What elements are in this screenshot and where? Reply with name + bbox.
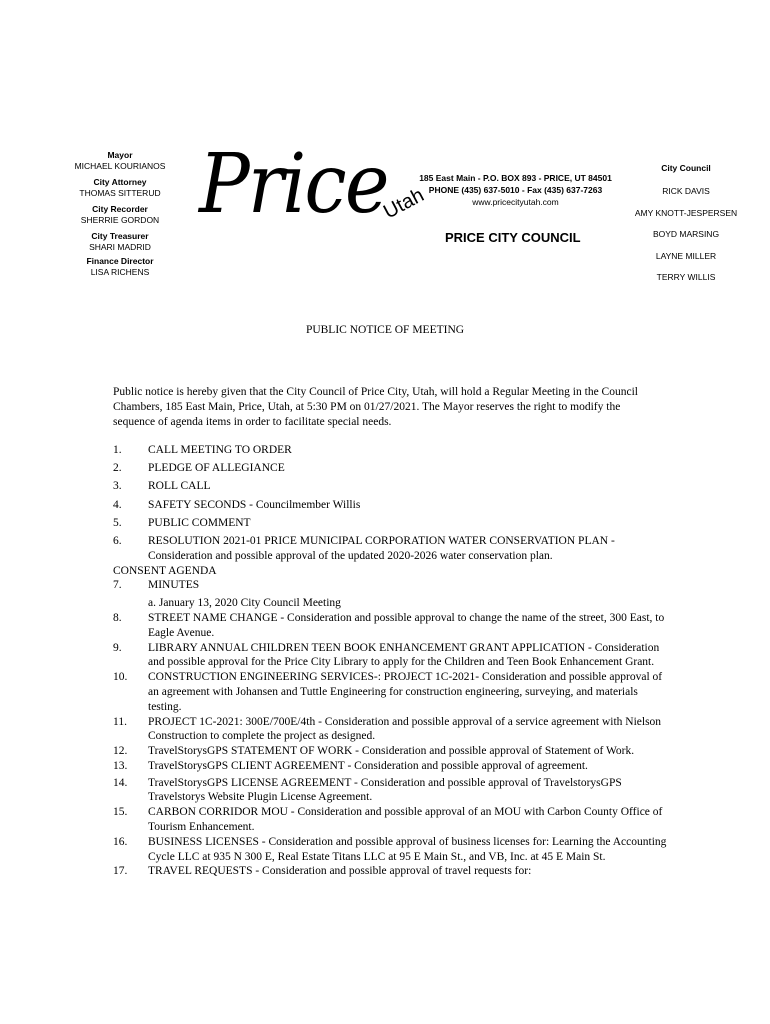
website-link[interactable]: www.pricecityutah.com [472, 197, 559, 207]
agenda-item [113, 534, 668, 564]
official-name: THOMAS SITTERUD [79, 188, 161, 198]
agenda-item [113, 461, 668, 476]
agenda-item [113, 641, 668, 671]
official-city-recorder [60, 204, 180, 226]
address-line: 185 East Main - P.O. BOX 893 - PRICE, UT 84501 [419, 173, 612, 183]
council-member: BOYD MARSING [652, 229, 720, 239]
agenda-item [113, 516, 668, 531]
agenda-item-number: 3. [113, 480, 122, 493]
agenda-item [113, 776, 668, 806]
agenda-item-text: CALL MEETING TO ORDER [148, 444, 292, 456]
agenda-item-text: ROLL CALL [148, 480, 211, 493]
agenda-item-number: 11. [113, 715, 127, 728]
agenda-item-text: CONSTRUCTION ENGINEERING SERVICES-: PROJECT 1C-2021- Consideration and possible approval of an agreement with Johansen and Tuttle Engineering for construction engineering, surveying, and materials testing. [148, 671, 663, 713]
agenda-item-text: BUSINESS LICENSES - Consideration and possible approval of business licenses for: Learning the Accounting Cycle LLC at 935 N 300 E, Real Estate Titans LLC at 95 E Main St., and VB, Inc. at 45 E Main St. [148, 835, 667, 863]
agenda-item-text: MINUTES [148, 579, 200, 592]
agenda-item-text: STREET NAME CHANGE - Consideration and possible approval to change the name of the street, 300 East, to Eagle Avenue. [148, 611, 665, 639]
agenda-item [113, 578, 668, 593]
official-mayor [60, 150, 180, 172]
agenda-item [113, 443, 668, 458]
agenda-list [113, 443, 668, 879]
official-title: City Attorney [93, 177, 147, 187]
agenda-item [113, 715, 668, 745]
official-finance-director [60, 256, 180, 278]
agenda-item-number: 17. [113, 865, 128, 878]
agenda-item-number: 9. [113, 641, 122, 654]
official-name: SHARI MADRID [89, 242, 151, 252]
agenda-item-text: PROJECT 1C-2021: 300E/700E/4th - Consideration and possible approval of a service agreement with Nielson Construction to complete the project as designed. [148, 715, 662, 743]
agenda-item [113, 744, 668, 759]
agenda-item-number: 5. [113, 516, 122, 529]
official-title: City Treasurer [91, 231, 149, 241]
officials-list [60, 150, 180, 283]
agenda-item [113, 835, 668, 865]
city-address [418, 172, 613, 208]
agenda-item-number: 1. [113, 444, 122, 456]
council-member: RICK DAVIS [662, 186, 710, 196]
council-member: AMY KNOTT-JESPERSEN [634, 207, 738, 218]
agenda-item-number: 10. [113, 671, 128, 684]
agenda-item-number: 8. [113, 611, 122, 624]
official-name: MICHAEL KOURIANOS [74, 161, 166, 171]
agenda-item-text: PLEDGE OF ALLEGIANCE [148, 462, 285, 475]
consent-agenda-label: CONSENT AGENDA [113, 564, 217, 577]
agenda-item-number: 2. [113, 462, 122, 475]
agenda-item-text: TravelStorysGPS CLIENT AGREEMENT - Consideration and possible approval of agreement. [148, 759, 588, 772]
agenda-subitem: a. January 13, 2020 City Council Meeting [148, 597, 341, 610]
council-member: LAYNE MILLER [655, 250, 717, 261]
intro-paragraph: Public notice is hereby given that the City Council of Price City, Utah, will hold a Regular Meeting in the Council Chambers, 185 East Main, Price, Utah, at 5:30 PM on 01/27/2021. The Mayor reserves the right to modify the sequence of agenda items in order to facilitate special needs. [113, 386, 638, 428]
agenda-item [113, 611, 668, 641]
official-title: Mayor [107, 150, 133, 160]
agenda-item-number: 4. [113, 498, 122, 511]
agenda-item [113, 670, 668, 714]
agenda-item-number: 7. [113, 579, 122, 592]
logo-utah: Utah [380, 184, 428, 224]
agenda-item [113, 498, 668, 513]
council-member: TERRY WILLIS [656, 272, 716, 282]
agenda-item-number: 12. [113, 745, 128, 758]
logo-word: Price [199, 137, 388, 232]
official-title: City Recorder [92, 204, 148, 214]
council-list [630, 163, 742, 294]
official-title: Finance Director [86, 256, 154, 266]
council-title: City Council [661, 163, 711, 173]
agenda-item-text: LIBRARY ANNUAL CHILDREN TEEN BOOK ENHANCEMENT GRANT APPLICATION - Consideration and possible approval for the Price City Library to apply for the Children and Teen Book Enhancement Grant. [148, 641, 660, 669]
official-city-attorney [60, 177, 180, 199]
council-heading: PRICE CITY COUNCIL [445, 230, 581, 245]
agenda-item [113, 759, 668, 774]
agenda-item-text: TRAVEL REQUESTS - Consideration and possible approval of travel requests for: [148, 865, 532, 878]
agenda-item-number: 14. [113, 776, 128, 789]
phone-line: PHONE (435) 637-5010 - Fax (435) 637-7263 [428, 185, 603, 195]
price-utah-logo [195, 137, 445, 260]
agenda-item [113, 864, 668, 879]
agenda-item-text: RESOLUTION 2021-01 PRICE MUNICIPAL CORPORATION WATER CONSERVATION PLAN - Consideration and possible approval of the updated 2020-2026 water conservation plan. [148, 534, 615, 562]
official-city-treasurer [60, 231, 180, 253]
agenda-item-text: PUBLIC COMMENT [148, 516, 251, 529]
official-name: SHERRIE GORDON [80, 215, 160, 225]
agenda-item-number: 15. [113, 806, 128, 819]
agenda-item [113, 479, 668, 494]
agenda-item-text: SAFETY SECONDS - Councilmember Willis [148, 498, 361, 511]
agenda-item [113, 805, 668, 835]
agenda-item-number: 6. [113, 534, 122, 547]
agenda-item-text: CARBON CORRIDOR MOU - Consideration and possible approval of an MOU with Carbon County Office of Tourism Enhancement. [148, 806, 663, 834]
agenda-item-text: TravelStorysGPS LICENSE AGREEMENT - Consideration and possible approval of TravelstorysGPS Travelstorys Website Plugin License Agreement. [148, 776, 622, 804]
official-name: LISA RICHENS [90, 267, 150, 277]
agenda-item-number: 13. [113, 759, 128, 772]
agenda-item-number: 16. [113, 835, 128, 848]
agenda-item-text: TravelStorysGPS STATEMENT OF WORK - Consideration and possible approval of Statement of Work. [148, 745, 635, 758]
notice-title: PUBLIC NOTICE OF MEETING [305, 324, 465, 336]
